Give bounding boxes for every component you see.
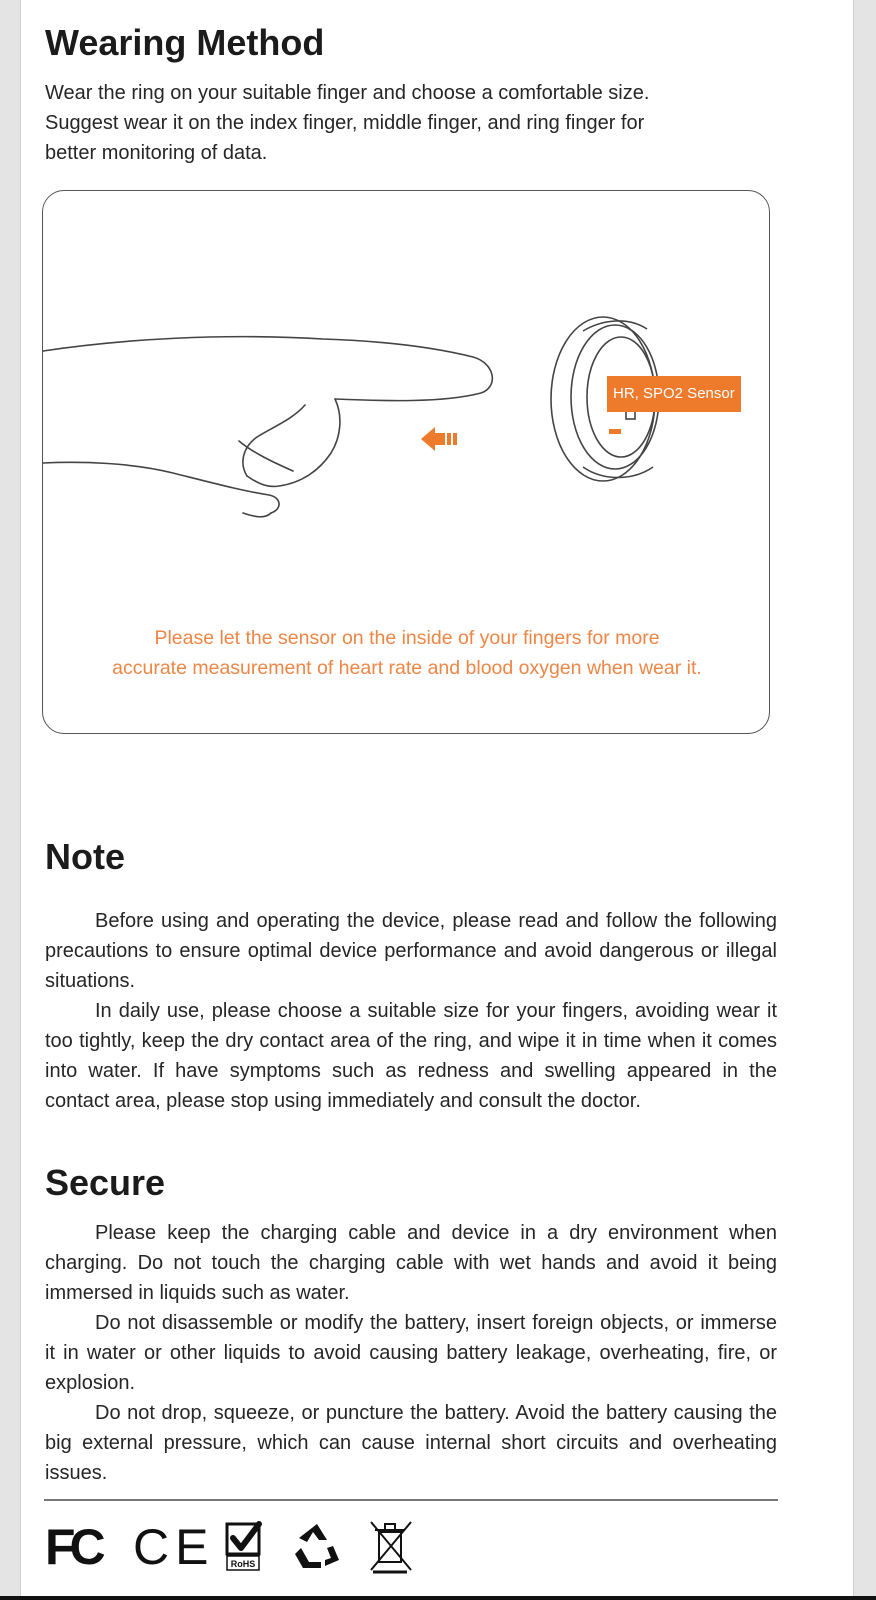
fcc-logo-text: FC	[45, 1519, 100, 1575]
secure-body	[45, 1218, 777, 1488]
secure-title: Secure	[45, 1162, 166, 1203]
wearing-intro-line: better monitoring of data.	[45, 142, 268, 164]
rohs-logo-text: RoHS	[230, 1559, 256, 1569]
secure-paragraph: Please keep the charging cable and device in a dry environment when charging. Do not touch the charging cable with wet hands and avoid it being immersed in liquids such as water.	[45, 1222, 777, 1304]
footer-divider	[44, 1499, 778, 1501]
secure-paragraph: Do not disassemble or modify the battery, insert foreign objects, or immerse it in water or other liquids to avoid causing battery leakage, overheating, fire, or explosion.	[45, 1312, 777, 1394]
rohs-logo	[225, 1518, 267, 1576]
note-title: Note	[45, 836, 125, 877]
sensor-label: HR, SPO2 Sensor	[607, 376, 741, 412]
certification-logos	[45, 1518, 465, 1578]
wearing-intro-line: Wear the ring on your suitable finger and choose a comfortable size.	[45, 82, 650, 104]
note-paragraph: Before using and operating the device, please read and follow the following precautions to ensure optimal device performance and avoid dangerous or illegal situations.	[45, 910, 777, 992]
note-paragraph: In daily use, please choose a suitable size for your fingers, avoiding wear it too tightly, keep the dry contact area of the ring, and wipe it in time when it comes into water. If have symptoms such as redness and swelling appeared in the contact area, please stop using immediately and consult the doctor.	[45, 1000, 777, 1112]
crossed-bin-icon	[365, 1518, 417, 1576]
secure-paragraph: Do not drop, squeeze, or puncture the battery. Avoid the battery causing the big external pressure, which can cause internal short circuits and overheating issues.	[45, 1402, 777, 1484]
bottom-edge	[0, 1596, 876, 1600]
ce-logo-text: CE	[133, 1519, 215, 1575]
wearing-intro	[45, 78, 765, 168]
wearing-method-title: Wearing Method	[45, 22, 325, 63]
caption-line: accurate measurement of heart rate and blood oxygen when wear it.	[112, 657, 702, 679]
wearing-caption	[43, 623, 771, 683]
arrow-left-icon	[421, 427, 457, 451]
recycle-icon	[289, 1518, 345, 1574]
ce-logo	[133, 1518, 215, 1575]
note-body	[45, 906, 777, 1116]
wearing-illustration-box	[42, 190, 770, 734]
caption-line: Please let the sensor on the inside of your fingers for more	[154, 627, 660, 649]
fcc-logo	[45, 1518, 111, 1574]
wearing-intro-line: Suggest wear it on the index finger, middle finger, and ring finger for	[45, 112, 645, 134]
pointing-hand-icon	[43, 337, 492, 517]
